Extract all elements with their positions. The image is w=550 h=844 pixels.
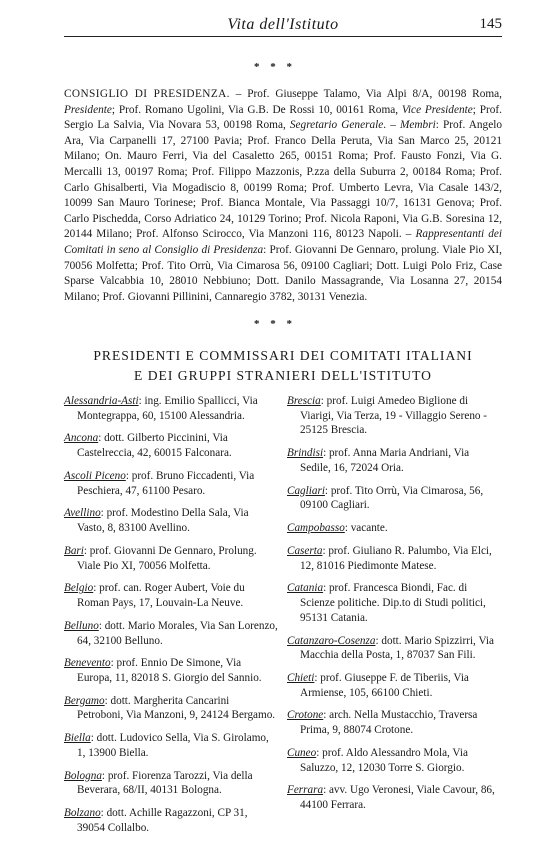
council-role: Vice Presidente [401,103,473,116]
committee-entry [287,783,501,812]
committee-details: : prof. Giuliano R. Palumbo, Via Elci, 12, 81016 Piedimonte Matese. [300,544,492,572]
committee-entry [64,581,278,610]
committee-entry [64,656,278,685]
committee-city: Bari [64,544,84,557]
council-text: : Prof. Angelo Ara, Via Carpanelli 17, 27100 Pavia; Prof. Franco Della Peruta, Via San Marco 25, 20121 Milano; On. Mauro Ferri, Via del Casaletto 265, 00151 Roma; Prof. Fausto Fonzi, Via G. Mercalli 13, 00197 Roma; Prof. Filippo Mazzonis, P.zza della Suburra 2, 00184 Roma; Prof. Carlo Ghisalberti, Via Mogadiscio 8, 00199 Roma; Prof. Umberto Levra, Via Casale 143/2, 10099 San Mauro Torinese; Prof. Bianca Montale, Via Passaggi 10/7, 16131 Genova; Prof. Carlo Pischedda, Corso Adriatico 24, 10129 Torino; Prof. Nicola Raponi, Via G.B. Soresina 12, 20144 Milano; Prof. Alfonso Scirocco, Via Manzoni 116, 80123 Napoli. – [64,119,502,241]
committee-details: : prof. Ennio De Simone, Via Europa, 11, 82018 S. Giorgio del Sannio. [77,657,262,684]
committee-city: Alessandria-Asti [64,395,139,407]
committee-entry [64,731,278,760]
committee-city: Belgio [64,582,94,595]
committee-details: : prof. Anna Maria Andriani, Via Sedile, 16, 72024 Oria. [300,447,470,474]
committee-entry [287,521,501,536]
committee-city: Biella [64,732,91,745]
committee-entry [64,394,278,423]
council-role: Rappresentanti dei Comitati in seno al Consiglio di Presidenza [64,228,502,256]
committee-city: Crotone [287,709,324,722]
committee-details: : prof. Giuseppe F. de Tiberiis, Via Armiense, 105, 66100 Chieti. [300,671,469,699]
council-role: Presidente [64,103,112,116]
council-lead: CONSIGLIO DI PRESIDENZA. [64,88,230,100]
committee-details: : dott. Ludovico Sella, Via S. Girolamo, 1, 13900 Biella. [77,732,269,759]
council-role: Membri [399,119,436,132]
council-text: : Prof. Giovanni De Gennaro, prolung. Viale Pio XI, 70056 Molfetta; Prof. Tito Orrù, Via Cimarosa 56, 09100 Cagliari; Dott. Luigi Polo Friz, Case Sparse Valcabbia 10, 28010 Nebbiuno; Dott. Danilo Massagrande, Via Losanna 27, 20154 Milano; Prof. Giovanni Pillinini, Cannaregio 3782, 30131 Venezia. [64,243,502,303]
committee-details: : prof. Tito Orrù, Via Cimarosa, 56, 09100 Cagliari. [300,484,484,512]
council-text: ; Prof. Romano Ugolini, Via G.B. De Rossi 10, 00161 Roma, [111,103,402,116]
committee-entry [287,634,501,663]
committee-entry [287,446,501,475]
committee-entry [287,746,501,775]
committee-entry [64,694,278,723]
section-title-line: PRESIDENTI E COMMISSARI DEI COMITATI ITALIANI [93,348,473,363]
committee-details: : ing. Emilio Spallicci, Via Montegrappa, 60, 15100 Alessandria. [77,395,258,422]
committee-entry [64,619,278,648]
running-title: Vita dell'Istituto [227,16,339,33]
committee-details: : prof. Francesca Biondi, Fac. di Scienze politiche. Dip.to di Studi politici, 95131 Catania. [300,582,486,624]
council-text: . – [383,119,400,132]
committee-entry [287,544,501,573]
committee-details: : dott. Mario Morales, Via San Lorenzo, 64, 32100 Belluno. [77,619,278,647]
council-text: – Prof. Giuseppe Talamo, Via Alpi 8/A, 00198 Roma, [229,88,502,100]
committee-details: : prof. Luigi Amedeo Biglione di Viarigi, Via Terza, 19 - Villaggio Sereno - 25125 Brescia. [300,395,488,437]
committee-details: : prof. Aldo Alessandro Mola, Via Saluzzo, 12, 12030 Torre S. Giorgio. [300,746,468,774]
committee-entry [64,431,278,460]
committee-city: Ancona [64,432,99,445]
committee-details: : prof. Fiorenza Tarozzi, Via della Beverara, 68/II, 40131 Bologna. [77,769,253,797]
committee-city: Benevento [64,657,111,670]
committee-details: : dott. Gilberto Piccinini, Via Castelreccia, 42, 60015 Falconara. [77,432,232,460]
committee-entry [287,708,501,737]
committee-details: : dott. Achille Ragazzoni, CP 31, 39054 Collalbo. [77,807,248,834]
committee-city: Avellino [64,507,101,520]
council-body [64,88,502,303]
committee-details: : dott. Margherita Cancarini Petroboni, Via Manzoni, 9, 24124 Bergamo. [77,694,276,722]
committee-details: : prof. Giovanni De Gennaro, Prolung. Viale Pio XI, 70056 Molfetta. [77,544,257,572]
committee-entry [287,394,501,438]
section-separator: * * * [254,61,296,73]
committee-entry [287,671,501,700]
committee-city: Ascoli Piceno [64,469,126,482]
committee-city: Brindisi [287,447,324,460]
committee-details: : avv. Ugo Veronesi, Viale Cavour, 86, 44100 Ferrara. [300,784,495,812]
committees-right-column [287,394,501,821]
committee-city: Cuneo [287,746,317,759]
committee-details: : dott. Mario Spizzirri, Via Macchia della Posta, 1, 87037 San Fili. [300,634,494,662]
committee-details: : prof. Bruno Ficcadenti, Via Peschiera, 47, 61100 Pesaro. [77,469,255,497]
council-role: Segretario Generale [289,119,384,132]
committee-city: Bologna [64,769,102,782]
committee-city: Cagliari [287,484,325,497]
committee-entry [287,484,501,513]
committee-details: : arch. Nella Mustacchio, Traversa Prima, 9, 88074 Crotone. [300,709,478,737]
page-number: 145 [479,16,502,32]
committee-entry [64,806,278,835]
committee-city: Chieti [287,671,315,684]
committee-entry [287,581,501,625]
committee-city: Brescia [287,395,321,407]
running-header [64,14,502,37]
section-title [64,346,502,386]
committees-left-column [64,394,278,844]
committee-details: : prof. can. Roger Aubert, Voie du Roman Pays, 17, Louvain-La Neuve. [77,582,245,610]
committee-city: Campobasso [287,522,345,535]
committee-city: Ferrara [287,784,324,797]
committee-city: Bolzano [64,807,101,820]
section-separator: * * * [254,318,296,330]
committee-entry [64,544,278,573]
committee-entry [64,769,278,798]
committee-details: : vacante. [344,522,388,535]
committee-city: Catanzaro-Cosenza [287,634,376,647]
committee-city: Caserta [287,544,323,557]
committee-city: Catania [287,582,324,595]
committee-details: : prof. Modestino Della Sala, Via Vasto, 8, 83100 Avellino. [77,507,249,535]
section-title-line: E DEI GRUPPI STRANIERI DELL'ISTITUTO [134,368,432,383]
council-paragraph [64,87,502,305]
council-text: ; Prof. Sergio La Salvia, Via Novara 53, 00198 Roma, [64,103,502,132]
committee-city: Bergamo [64,694,105,707]
committee-entry [64,506,278,535]
committee-entry [64,469,278,498]
committee-city: Belluno [64,619,99,632]
